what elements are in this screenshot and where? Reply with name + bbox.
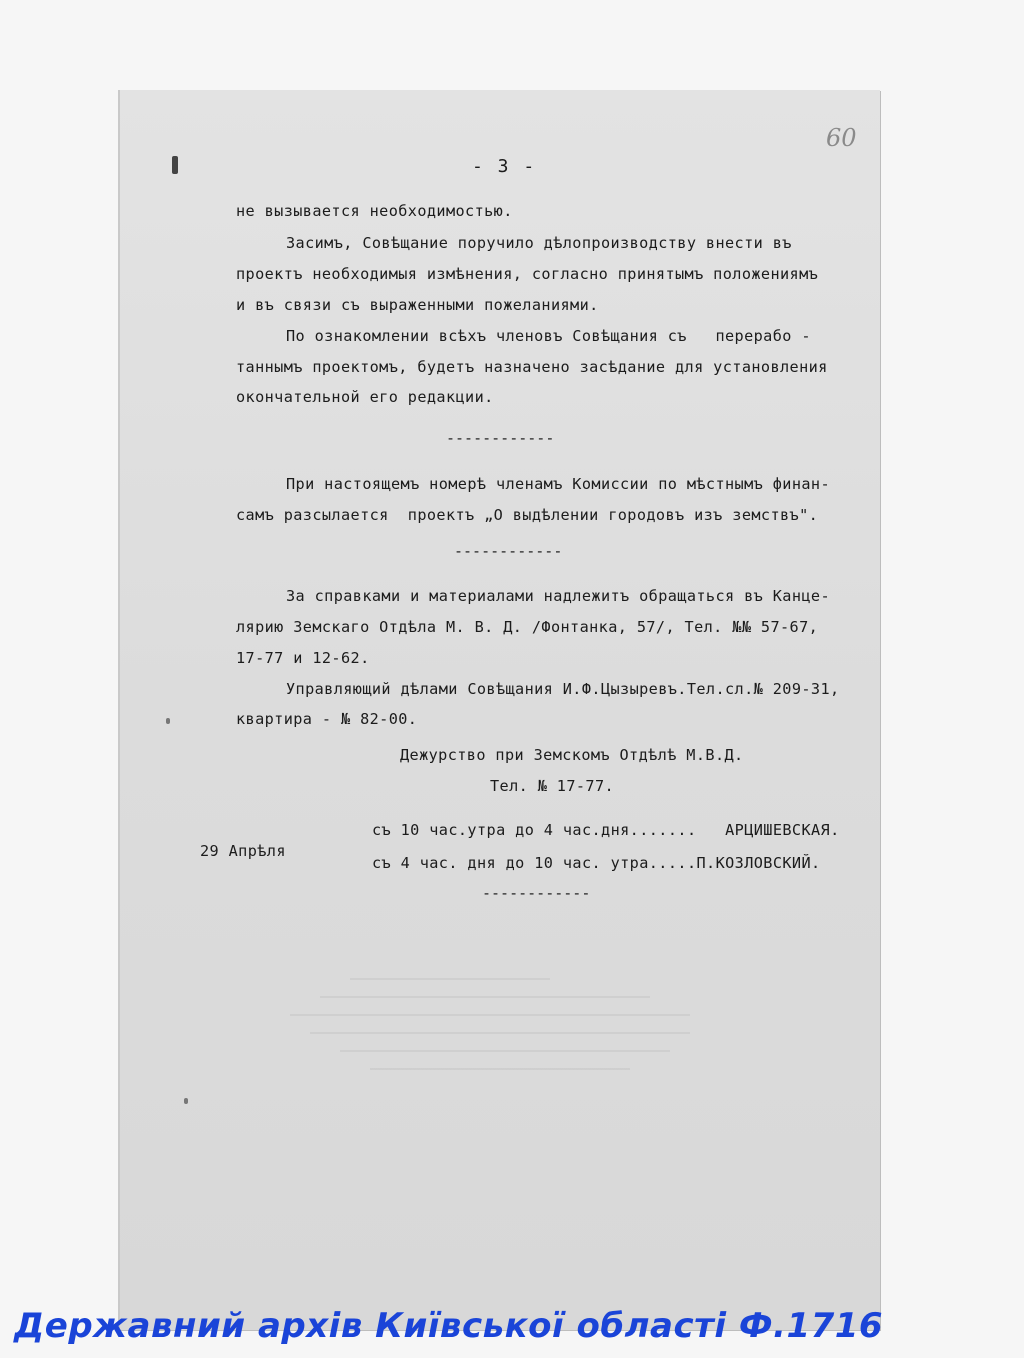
bleed-through-text bbox=[310, 1032, 690, 1034]
bleed-through-text bbox=[370, 1068, 630, 1070]
scan-speck bbox=[184, 1098, 188, 1104]
text-line: При настоящемъ номерѣ членамъ Комиссии по мѣстнымъ финан- bbox=[286, 475, 830, 493]
text-line: и въ связи съ выраженными пожеланиями. bbox=[236, 296, 599, 314]
text-line: 17-77 и 12-62. bbox=[236, 649, 370, 667]
scan-speck bbox=[166, 718, 170, 724]
text-line: самъ разсылается проектъ „О выдѣлении городовъ изъ земствъ". bbox=[236, 506, 819, 524]
document-page bbox=[118, 90, 880, 1330]
text-line: Засимъ, Совѣщание поручило дѣлопроизводству внести въ bbox=[286, 234, 792, 252]
duty-shift: съ 10 час.утра до 4 час.дня....... АРЦИШЕВСКАЯ. bbox=[372, 821, 840, 839]
page-number: - 3 - bbox=[472, 156, 537, 177]
duty-heading: Дежурство при Земскомъ Отдѣлѣ М.В.Д. bbox=[400, 746, 744, 764]
text-line: проектъ необходимыя измѣнения, согласно принятымъ положениямъ bbox=[236, 265, 819, 283]
duty-phone: Тел. № 17-77. bbox=[490, 777, 615, 795]
text-line: не вызывается необходимостью. bbox=[236, 202, 513, 220]
text-line: лярию Земскаго Отдѣла М. В. Д. /Фонтанка, 57/, Тел. №№ 57-67, bbox=[236, 618, 819, 636]
bleed-through-text bbox=[290, 1014, 690, 1016]
archive-watermark: Державний архів Київської області Ф.1716 bbox=[14, 1306, 884, 1346]
separator: ------------ bbox=[482, 884, 591, 902]
bleed-through-text bbox=[340, 1050, 670, 1052]
text-line: По ознакомлении всѣхъ членовъ Совѣщания съ перерабо - bbox=[286, 327, 811, 345]
folio-number: 60 bbox=[826, 124, 857, 152]
text-line: окончательной его редакции. bbox=[236, 388, 494, 406]
text-line: За справками и материалами надлежитъ обращаться въ Канце- bbox=[286, 587, 830, 605]
text-line: квартира - № 82-00. bbox=[236, 710, 418, 728]
text-line: Управляющий дѣлами Совѣщания И.Ф.Цызыревъ.Тел.сл.№ 209-31, bbox=[286, 680, 840, 698]
bleed-through-text bbox=[320, 996, 650, 998]
separator: ------------ bbox=[454, 542, 563, 560]
separator: ------------ bbox=[446, 429, 555, 447]
duty-date: 29 Апрѣля bbox=[200, 842, 286, 860]
text-line: таннымъ проектомъ, будетъ назначено засѣдание для установления bbox=[236, 358, 828, 376]
duty-shift: съ 4 час. дня до 10 час. утра.....П.КОЗЛОВСКИЙ. bbox=[372, 854, 821, 872]
bleed-through-text bbox=[350, 978, 550, 980]
punch-hole-mark bbox=[172, 156, 178, 174]
